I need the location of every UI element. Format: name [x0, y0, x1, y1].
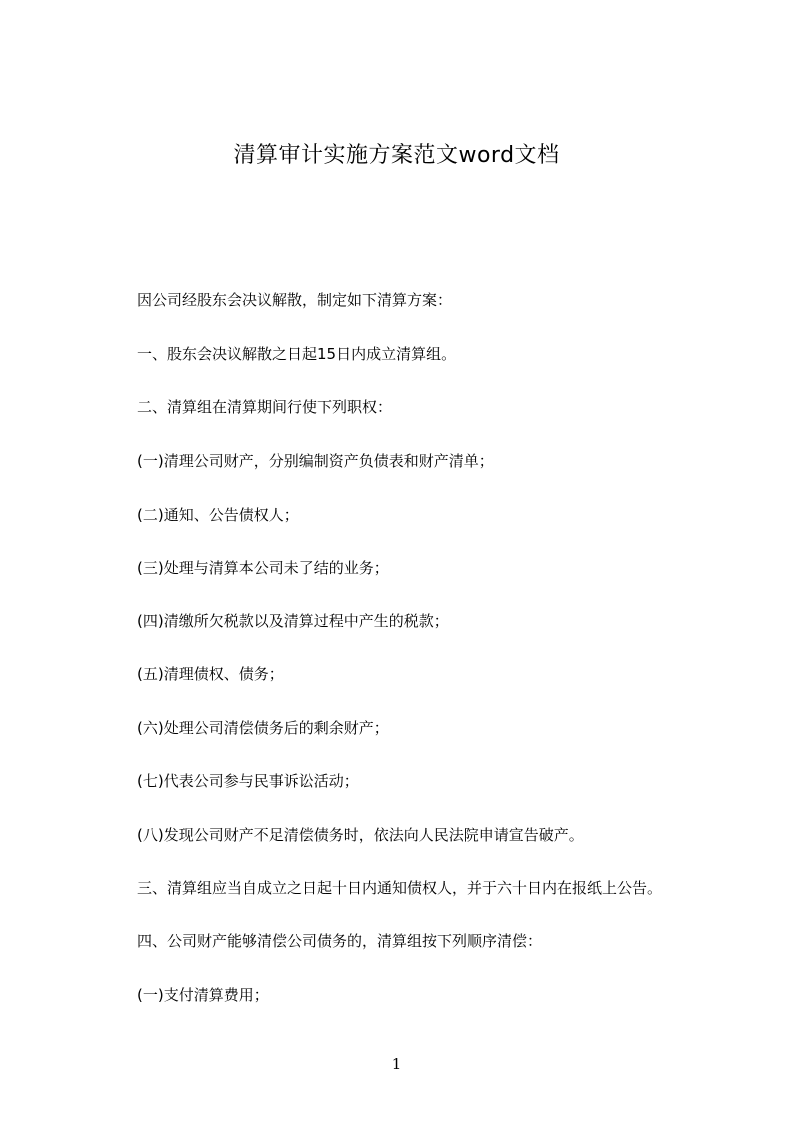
- paragraph-item: (五)清理债权、债务；: [137, 665, 284, 683]
- paragraph-section-2: 二、清算组在清算期间行使下列职权：: [137, 398, 393, 416]
- paragraph-intro: 因公司经股东会决议解散，制定如下清算方案：: [137, 291, 453, 309]
- paragraph-item: (四)清缴所欠税款以及清算过程中产生的税款；: [137, 612, 449, 630]
- paragraph-item: (一)支付清算费用；: [137, 986, 269, 1004]
- page-number: 1: [391, 1055, 402, 1073]
- paragraph-item: (六)处理公司清偿债务后的剩余财产；: [137, 719, 389, 737]
- document-title: 清算审计实施方案范文word文档: [233, 143, 560, 168]
- paragraph-section-4: 四、公司财产能够清偿公司债务的，清算组按下列顺序清偿：: [137, 932, 543, 950]
- paragraph-section-1: 一、股东会决议解散之日起15日内成立清算组。: [137, 345, 457, 363]
- paragraph-item: (一)清理公司财产，分别编制资产负债表和财产清单；: [137, 452, 494, 470]
- paragraph-item: (三)处理与清算本公司未了结的业务；: [137, 559, 389, 577]
- paragraph-item: (七)代表公司参与民事诉讼活动；: [137, 772, 359, 790]
- paragraph-section-3: 三、清算组应当自成立之日起十日内通知债权人，并于六十日内在报纸上公告。: [137, 879, 663, 897]
- paragraph-item: (二)通知、公告债权人；: [137, 506, 299, 524]
- paragraph-item: (八)发现公司财产不足清偿债务时，依法向人民法院申请宣告破产。: [137, 826, 584, 844]
